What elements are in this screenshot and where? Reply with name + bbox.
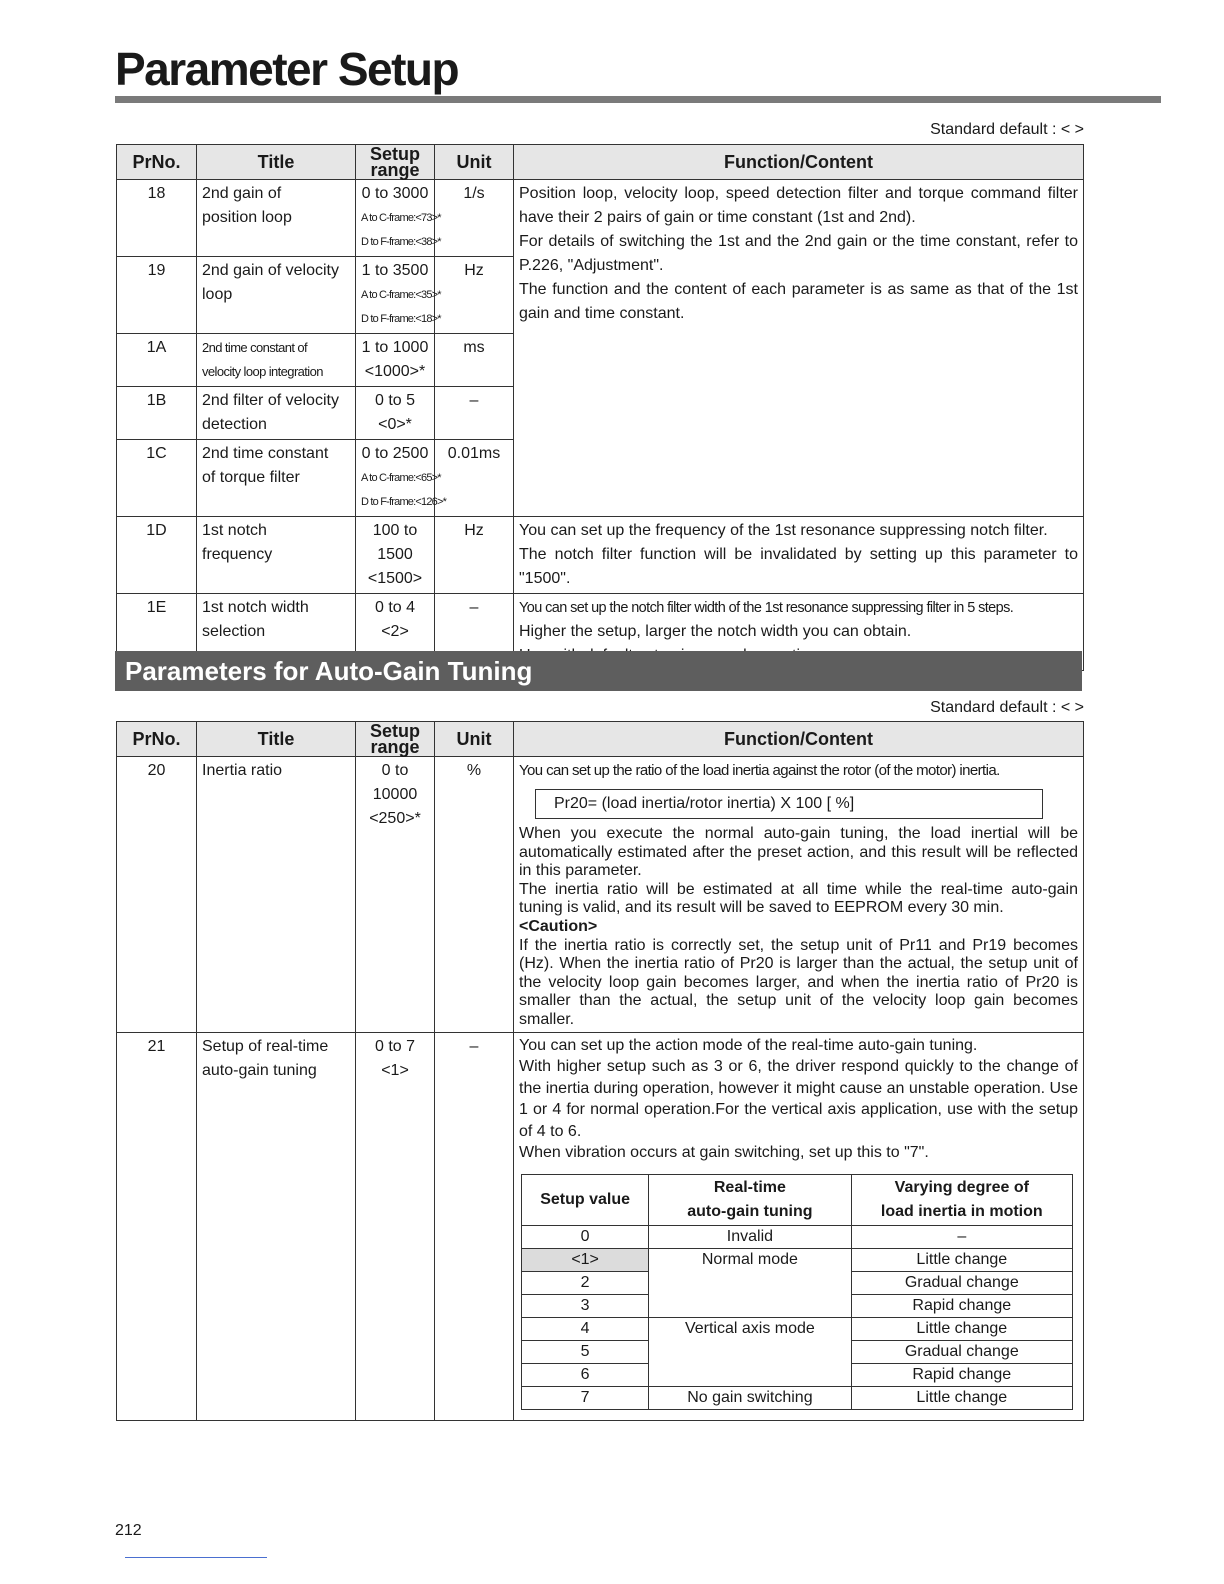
formula-box: Pr20= (load inertia/rotor inertia) X 100 [ %] bbox=[535, 789, 1043, 819]
degree-cell: – bbox=[851, 1225, 1072, 1248]
setup-value: 6 bbox=[522, 1363, 649, 1386]
param-title-line: 2nd gain of bbox=[202, 185, 282, 202]
inner-header-row bbox=[522, 1174, 1073, 1225]
degree-cell: Rapid change bbox=[851, 1363, 1072, 1386]
page-title: Parameter Setup bbox=[115, 43, 459, 95]
inner-header-line: Real-time bbox=[713, 1178, 786, 1196]
function-text: The function and the content of each parameter is as same as that of the 1st gain and time constant. bbox=[519, 281, 1078, 322]
inner-header-varying bbox=[851, 1174, 1072, 1225]
param-function bbox=[514, 180, 1084, 517]
range-default: <1> bbox=[381, 1061, 409, 1079]
function-text: You can set up the ratio of the load inertia against the rotor (of the motor) inertia. bbox=[519, 762, 1000, 779]
table-row bbox=[117, 757, 1084, 1033]
param-title bbox=[197, 257, 356, 334]
param-title-line: of torque filter bbox=[202, 469, 300, 486]
degree-cell: Rapid change bbox=[851, 1294, 1072, 1317]
header-setup-range bbox=[356, 145, 435, 180]
inner-row bbox=[522, 1248, 1073, 1271]
function-text: When vibration occurs at gain switching, set up this to "7". bbox=[519, 1144, 929, 1162]
param-function bbox=[514, 517, 1084, 594]
setup-value: 2 bbox=[522, 1271, 649, 1294]
param-no: 1C bbox=[117, 440, 197, 517]
param-title bbox=[197, 517, 356, 594]
range-default: <1000>* bbox=[364, 363, 426, 380]
header-prno: PrNo. bbox=[117, 722, 197, 757]
param-title bbox=[197, 387, 356, 440]
title-rule bbox=[115, 96, 1161, 103]
range-default: <0>* bbox=[378, 416, 412, 433]
inner-header-line: load inertia in motion bbox=[880, 1202, 1043, 1220]
param-title-line: velocity loop integration bbox=[202, 364, 323, 379]
param-range bbox=[356, 257, 441, 334]
function-text: If the inertia ratio is correctly set, the setup unit of Pr11 and Pr19 becomes (Hz). When the inertia ratio of Pr20 is larger than the actual, the setup unit of the velocity loop gain becomes larger, and when the inertia ratio of Pr20 is smaller than the actual, the setup unit of the velocity loop gain becomes smaller. bbox=[519, 936, 1078, 1028]
page-number: 212 bbox=[115, 1522, 142, 1539]
param-function bbox=[514, 1032, 1084, 1420]
function-text: Higher the setup, larger the notch width you can obtain. bbox=[519, 623, 912, 640]
function-text: When you execute the normal auto-gain tuning, the load inertial will be automatically estimated after the preset action, and this result will be reflected in this parameter. bbox=[519, 825, 1078, 880]
range-default: <1500> bbox=[367, 570, 423, 587]
header-function: Function/Content bbox=[514, 145, 1084, 180]
function-text: You can set up the frequency of the 1st resonance suppressing notch filter. bbox=[519, 522, 1048, 539]
setup-value: 3 bbox=[522, 1294, 649, 1317]
setup-value: 4 bbox=[522, 1317, 649, 1340]
standard-default-note: Standard default : < > bbox=[930, 121, 1084, 138]
standard-default-note: Standard default : < > bbox=[930, 699, 1084, 716]
function-text: The inertia ratio will be estimated at all time while the real-time auto-gain tuning is valid, and its result will be saved to EEPROM every 30 min. bbox=[519, 880, 1078, 917]
inner-row bbox=[522, 1386, 1073, 1409]
param-title-line: Setup of real-time bbox=[202, 1037, 329, 1055]
setup-value: 5 bbox=[522, 1340, 649, 1363]
param-unit: ms bbox=[435, 334, 514, 387]
header-setup-line2: range bbox=[370, 160, 420, 180]
degree-cell: Gradual change bbox=[851, 1271, 1072, 1294]
header-prno: PrNo. bbox=[117, 145, 197, 180]
param-title-line: 2nd filter of velocity bbox=[202, 392, 339, 409]
range-value: 1 to 1000 bbox=[361, 339, 429, 356]
param-title bbox=[197, 1032, 356, 1420]
range-default-a: A to C-frame:<73>* bbox=[361, 212, 441, 224]
param-title bbox=[197, 440, 356, 517]
function-text: With higher setup such as 3 or 6, the driver respond quickly to the change of the inertia during operation, however it might cause an unstable operation. Use 1 or 4 for normal operation.For the vertical axis application, use with the setup of 4 to 6. bbox=[519, 1058, 1078, 1140]
param-no: 1A bbox=[117, 334, 197, 387]
param-function bbox=[514, 757, 1084, 1033]
header-unit: Unit bbox=[435, 145, 514, 180]
inner-header-line: Varying degree of bbox=[894, 1178, 1029, 1196]
param-title-line: 1st notch width bbox=[202, 599, 309, 616]
param-no: 1E bbox=[117, 594, 197, 671]
header-unit: Unit bbox=[435, 722, 514, 757]
range-value: 1 to 3500 bbox=[361, 262, 429, 279]
param-unit: 0.01ms bbox=[435, 440, 514, 517]
range-value: 0 to 3000 bbox=[361, 185, 429, 202]
degree-cell: Gradual change bbox=[851, 1340, 1072, 1363]
param-title-line: loop bbox=[202, 286, 233, 303]
param-range bbox=[356, 440, 447, 517]
param-title-line: position loop bbox=[202, 209, 292, 226]
table-header-row bbox=[117, 722, 1084, 757]
range-default-d: D to F-frame:<38>* bbox=[361, 236, 441, 248]
function-text: You can set up the action mode of the real-time auto-gain tuning. bbox=[519, 1036, 978, 1054]
param-no: 1B bbox=[117, 387, 197, 440]
header-setup-range bbox=[356, 722, 435, 757]
param-range bbox=[356, 1032, 435, 1420]
param-no: 1D bbox=[117, 517, 197, 594]
inner-header-setup: Setup value bbox=[522, 1174, 649, 1225]
range-value: 100 to 1500 bbox=[372, 522, 418, 563]
range-value: 0 to 7 bbox=[374, 1037, 416, 1055]
inner-header-realtime bbox=[649, 1174, 851, 1225]
param-title-line: 2nd time constant of bbox=[202, 340, 308, 355]
header-setup-line2: range bbox=[370, 737, 420, 757]
param-unit: % bbox=[435, 757, 514, 1033]
param-title-line: 2nd gain of velocity bbox=[202, 262, 339, 279]
param-title: Inertia ratio bbox=[197, 757, 356, 1033]
param-title-line: detection bbox=[202, 416, 267, 433]
function-text: You can set up the notch filter width of the 1st resonance suppressing filter in 5 steps. bbox=[519, 600, 1014, 616]
mode-cell: Invalid bbox=[649, 1225, 851, 1248]
range-default: <250>* bbox=[369, 810, 421, 827]
param-title-line: frequency bbox=[202, 546, 273, 563]
parameter-table-1 bbox=[116, 144, 1084, 671]
range-default-a: A to C-frame:<65>* bbox=[361, 472, 441, 484]
setup-value: 0 bbox=[522, 1225, 649, 1248]
param-range bbox=[356, 387, 435, 440]
param-range bbox=[356, 180, 441, 257]
parameter-table-2 bbox=[116, 721, 1084, 1421]
range-value: 0 to 5 bbox=[374, 392, 416, 409]
inner-row bbox=[522, 1317, 1073, 1340]
param-title-line: 1st notch bbox=[202, 522, 267, 539]
degree-cell: Little change bbox=[851, 1317, 1072, 1340]
param-unit: Hz bbox=[435, 517, 514, 594]
setup-value-table bbox=[521, 1174, 1073, 1410]
param-range bbox=[356, 757, 435, 1033]
setup-value: 7 bbox=[522, 1386, 649, 1409]
param-title-line: 2nd time constant bbox=[202, 445, 329, 462]
footer-link-rule bbox=[125, 1557, 267, 1558]
param-no: 21 bbox=[117, 1032, 197, 1420]
range-default-d: D to F-frame:<126>* bbox=[361, 496, 447, 508]
header-title: Title bbox=[197, 722, 356, 757]
inner-row bbox=[522, 1225, 1073, 1248]
param-no: 20 bbox=[117, 757, 197, 1033]
header-setup-line1: Setup bbox=[369, 721, 420, 741]
section-heading-auto-gain: Parameters for Auto-Gain Tuning bbox=[115, 651, 1082, 691]
param-unit: Hz bbox=[435, 257, 514, 334]
param-title-line: selection bbox=[202, 623, 266, 640]
header-setup-line1: Setup bbox=[369, 144, 420, 164]
param-unit: 1/s bbox=[435, 180, 514, 257]
setup-value-default: <1> bbox=[522, 1248, 649, 1271]
table-row bbox=[117, 517, 1084, 594]
param-unit: – bbox=[435, 594, 514, 671]
range-value: 0 to 4 bbox=[374, 599, 416, 616]
function-text: Position loop, velocity loop, speed detection filter and torque command filter have their 2 pairs of gain or time constant (1st and 2nd). bbox=[519, 185, 1078, 226]
param-title bbox=[197, 180, 356, 257]
header-title: Title bbox=[197, 145, 356, 180]
table-header-row bbox=[117, 145, 1084, 180]
param-unit: – bbox=[435, 1032, 514, 1420]
param-unit: – bbox=[435, 387, 514, 440]
range-default-a: A to C-frame:<35>* bbox=[361, 289, 441, 301]
param-title bbox=[197, 334, 356, 387]
param-no: 18 bbox=[117, 180, 197, 257]
table-row bbox=[117, 180, 1084, 257]
range-default-d: D to F-frame:<18>* bbox=[361, 313, 441, 325]
param-range bbox=[356, 334, 435, 387]
mode-cell: No gain switching bbox=[649, 1386, 851, 1409]
range-value: 0 to 10000 bbox=[372, 762, 418, 803]
table-row bbox=[117, 1032, 1084, 1420]
degree-cell: Little change bbox=[851, 1386, 1072, 1409]
param-range bbox=[356, 517, 435, 594]
function-text: The notch filter function will be invalidated by setting up this parameter to "1500". bbox=[519, 546, 1078, 587]
mode-cell: Normal mode bbox=[649, 1248, 851, 1317]
range-default: <2> bbox=[381, 623, 409, 640]
range-value: 0 to 2500 bbox=[361, 445, 429, 462]
header-function: Function/Content bbox=[514, 722, 1084, 757]
inner-header-line: auto-gain tuning bbox=[687, 1202, 813, 1220]
mode-cell: Vertical axis mode bbox=[649, 1317, 851, 1386]
caution-label: <Caution> bbox=[519, 917, 598, 935]
param-title-line: auto-gain tuning bbox=[202, 1061, 317, 1079]
param-no: 19 bbox=[117, 257, 197, 334]
degree-cell: Little change bbox=[851, 1248, 1072, 1271]
function-text: For details of switching the 1st and the 2nd gain or the time constant, refer to P.226, "Adjustment". bbox=[519, 233, 1078, 274]
